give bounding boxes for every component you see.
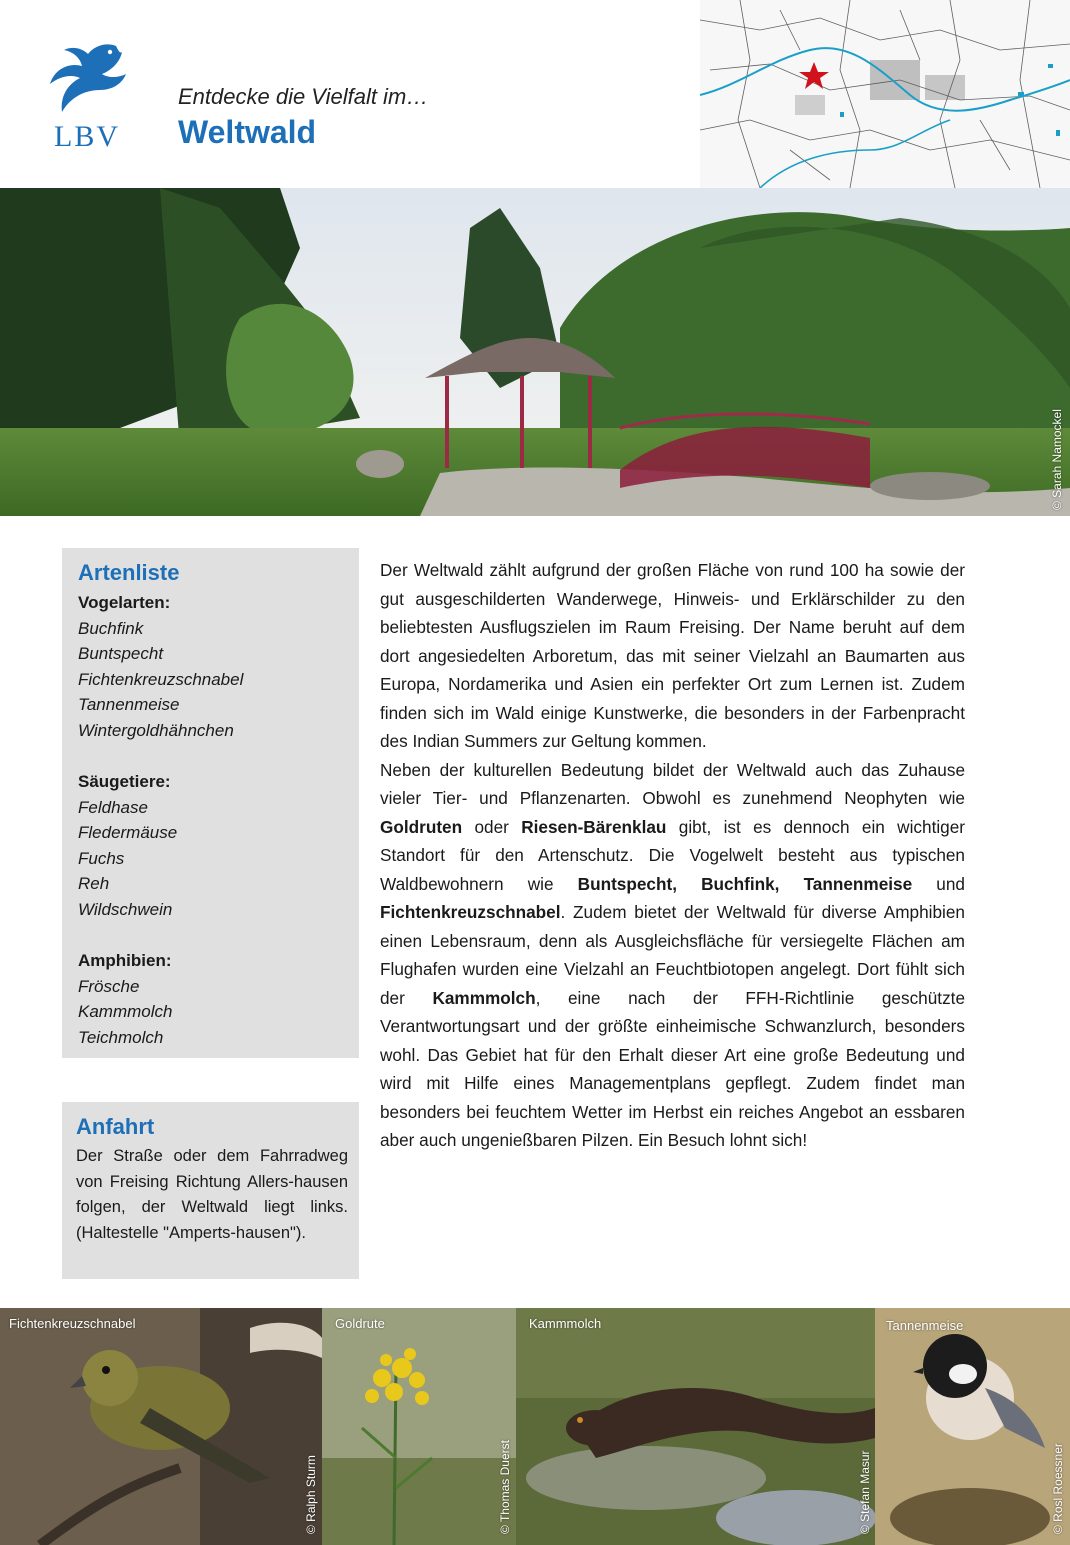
main-description	[380, 556, 965, 1155]
photo-coal-tit	[875, 1308, 1070, 1545]
paragraph-nature: Neben der kulturellen Bedeutung bildet der Weltwald auch das Zuhause vieler Tier- und Pflanzenarten. Obwohl es zunehmend Neophyten wie Goldruten oder Riesen-Bärenklau gibt, ist es dennoch ein wichtiger Standort für den Artenschutz. Die Vogelwelt besteht aus typischen Waldbewohnern wie Buntspecht, Buchfink, Tannenmeise und Fichtenkreuzschnabel. Zudem bietet der Weltwald für diverse Amphibien einen Lebensraum, denn als Ausgleichsfläche für versiegelte Flächen am Flughafen wurden eine Vielzahl an Feuchtbiotopen angelegt. Dort fühlt sich der Kammmolch, eine nach der FFH-Richtlinie geschützte Verantwortungsart und der größte einheimische Schwanzlurch, besonders wohl. Das Gebiet hat für den Erhalt dieser Art eine große Bedeutung und wird mit Hilfe eines Managementplans gepflegt. Zudem findet man besonders bei feuchtem Wetter im Herbst ein reiches Angebot an essbaren aber auch ungenießbaren Pilzen. Ein Besuch lohnt sich!	[380, 759, 966, 1150]
directions-text: Der Straße oder dem Fahrradweg von Freising Richtung Allers-hausen folgen, der Weltwald liegt links. (Haltestelle "Amperts-hausen").	[76, 1147, 348, 1242]
photo-crossbill	[0, 1308, 322, 1545]
photo-caption: Fichtenkreuzschnabel	[9, 1316, 136, 1331]
species-list-box	[62, 548, 359, 1058]
photo-newt	[516, 1308, 875, 1545]
directions-heading: Anfahrt	[76, 1114, 155, 1139]
species-item: Teichmolch	[78, 1027, 164, 1047]
photo-caption: Goldrute	[335, 1316, 385, 1331]
highlight-species: Riesen-Bärenklau	[521, 816, 667, 837]
species-list-heading: Artenliste	[78, 560, 180, 585]
photo-credit: © Thomas Duerst	[498, 1440, 512, 1534]
species-item: Reh	[78, 874, 110, 893]
species-item: Fuchs	[78, 848, 125, 868]
group-title: Vogelarten:	[78, 593, 171, 612]
page-title: Weltwald	[178, 114, 317, 150]
species-item: Feldhase	[78, 797, 148, 817]
lbv-logo	[46, 40, 128, 152]
highlight-species: Goldruten	[380, 816, 463, 837]
species-item: Kammmolch	[78, 1002, 173, 1021]
tagline: Entdecke die Vielfalt im…	[178, 84, 429, 109]
species-item: Fichtenkreuzschnabel	[78, 669, 244, 689]
species-group-birds	[78, 590, 243, 743]
highlight-species: Fichtenkreuzschnabel	[380, 902, 561, 922]
group-title: Amphibien:	[78, 951, 172, 970]
directions-box	[62, 1102, 359, 1279]
species-group-amphibians	[78, 948, 172, 1050]
hero-photo-credit: © Sarah Namockel	[1050, 409, 1064, 510]
species-item: Frösche	[78, 976, 140, 996]
location-map	[700, 0, 1070, 188]
species-item: Wildschwein	[78, 899, 173, 919]
paragraph-intro: Der Weltwald zählt aufgrund der großen Fläche von rund 100 ha sowie der gut ausgeschilderten Wanderwege, Hinweis- und Erklärschilder zu den beliebtesten Ausflugszielen im Raum Freising. Der Name beruht auf dem dort angesiedelten Arboretum, das mit seiner Vielzahl an Baumarten aus Europa, Nordamerika und Asien ein perfekter Ort zum Lernen ist. Zudem finden sich im Wald einige Kunstwerke, die besonders in der Farbenpracht des Indian Summers zur Geltung kommen.	[380, 560, 965, 751]
highlight-species: Buntspecht, Buchfink, Tannenmeise	[577, 873, 913, 894]
photo-goldenrod	[322, 1308, 516, 1545]
species-item: Buchfink	[78, 618, 144, 638]
photo-credit: © Rosl Roessner	[1051, 1443, 1065, 1534]
org-name: LBV	[54, 120, 120, 153]
species-group-mammals	[78, 769, 177, 922]
species-item: Buntspecht	[78, 644, 164, 663]
photo-credit: © Ralph Sturm	[304, 1455, 318, 1534]
group-title: Säugetiere:	[78, 772, 171, 791]
bird-logo-icon	[46, 40, 128, 118]
highlight-species: Kammmolch	[432, 987, 536, 1008]
species-item: Fledermäuse	[78, 823, 178, 842]
photo-credit: © Stefan Masur	[858, 1450, 872, 1534]
species-item: Tannenmeise	[78, 695, 180, 714]
hero-photo	[0, 188, 1070, 516]
photo-caption: Kammmolch	[529, 1316, 602, 1331]
photo-caption: Tannenmeise	[886, 1318, 964, 1333]
species-item: Wintergoldhähnchen	[78, 720, 234, 740]
